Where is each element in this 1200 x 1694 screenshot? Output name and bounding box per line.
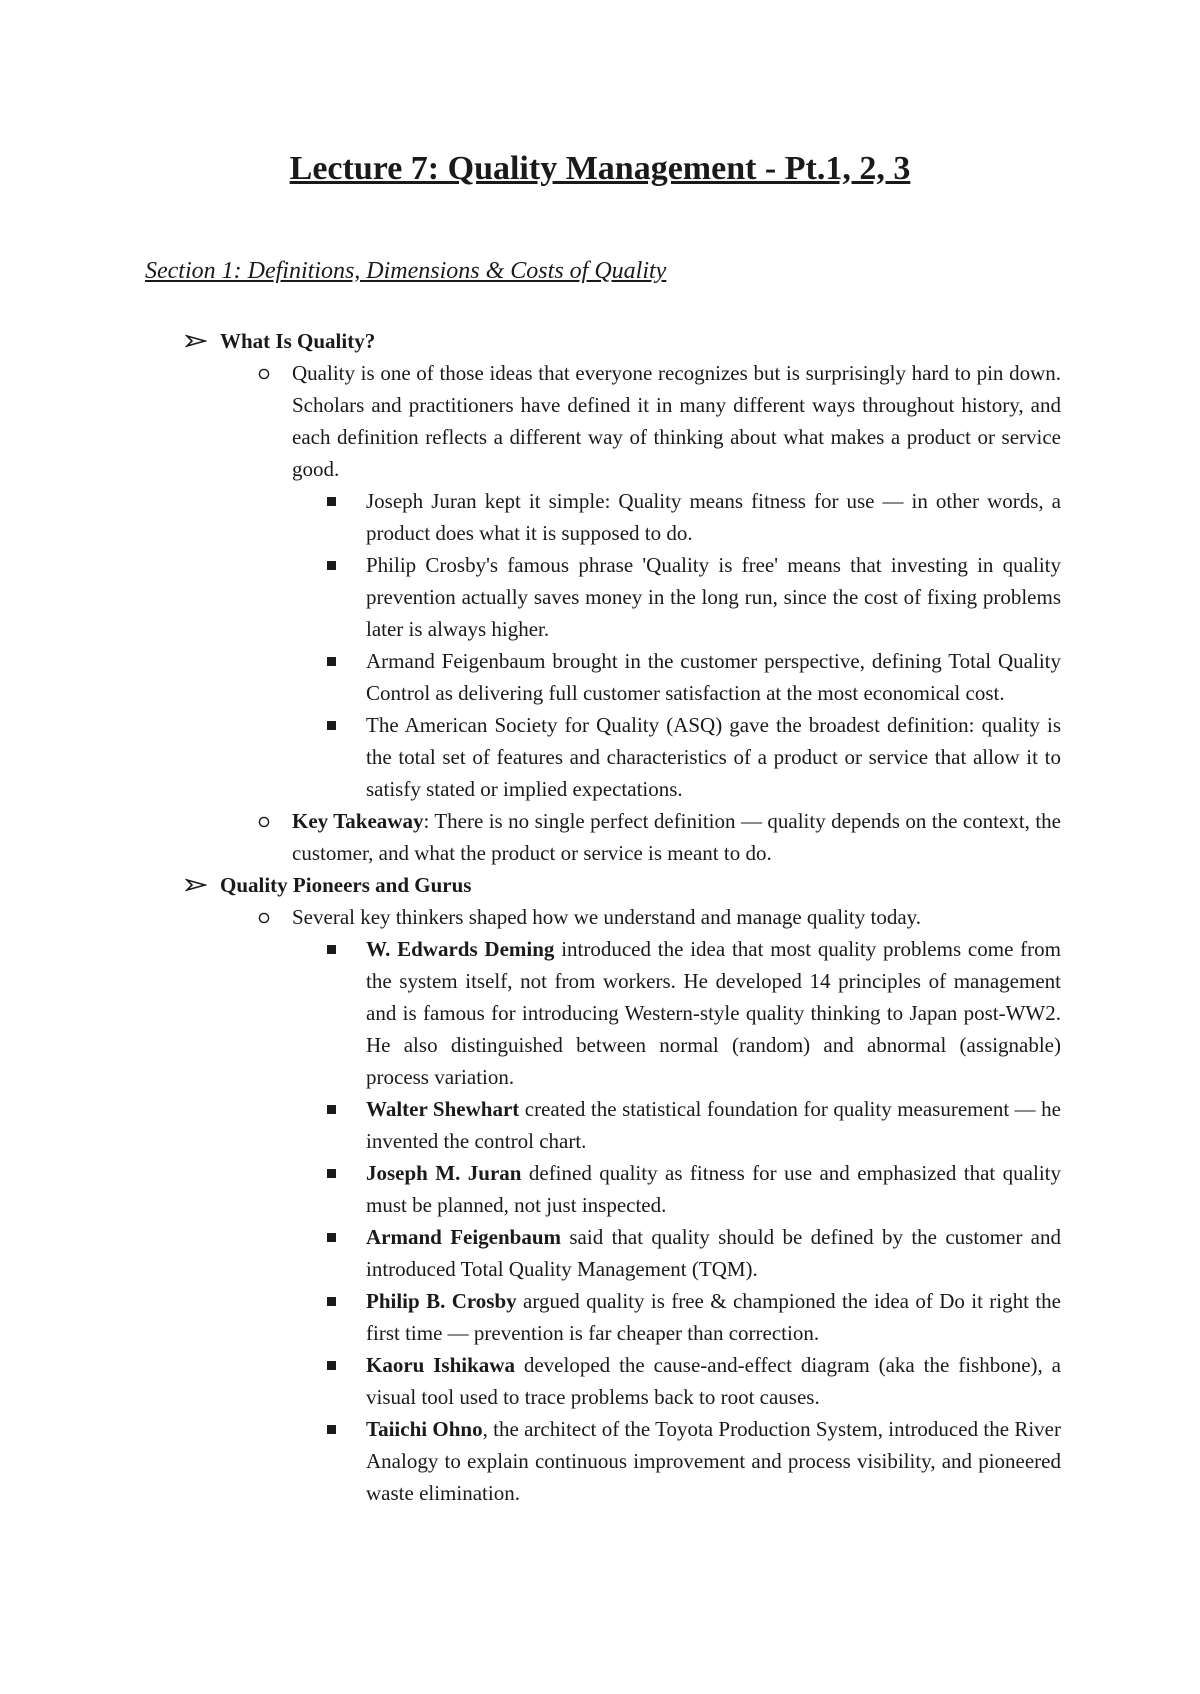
- list-item-text: introduced the idea that most quality problems come from the system itself, not from workers. He developed 14 principles of management and is famous for introducing Western-style quality thinking to Japan post-WW2. He also distinguished between normal (random) and abnormal (assignable) process variation.: [366, 937, 1061, 1089]
- heading-what-is-quality: [0, 325, 1200, 357]
- square-bullet-icon: [326, 645, 338, 677]
- guru-name: W. Edwards Deming: [366, 937, 555, 961]
- list-item: [0, 645, 1061, 709]
- list-item-text: argued quality is free & championed the idea of Do it right the first time — prevention is far cheaper than correction.: [366, 1289, 1061, 1345]
- guru-name: Walter Shewhart: [366, 1097, 520, 1121]
- square-bullet-icon: [326, 933, 338, 965]
- square-bullet-icon: [326, 1349, 338, 1381]
- guru-name: Armand Feigenbaum: [366, 1225, 562, 1249]
- content: [0, 325, 1200, 1509]
- list-item: [0, 805, 1061, 869]
- list-item: [0, 1285, 1061, 1349]
- list-item-text: developed the cause-and-effect diagram (aka the fishbone), a visual tool used to trace problems back to root causes.: [366, 1353, 1061, 1409]
- square-bullet-icon: [326, 1157, 338, 1189]
- arrowhead-bullet-icon: [185, 869, 207, 901]
- guru-name: Joseph M. Juran: [366, 1161, 522, 1185]
- circle-bullet-icon: [257, 357, 271, 389]
- square-bullet-icon: [326, 549, 338, 581]
- list-item: [0, 485, 1061, 549]
- heading-text: Quality Pioneers and Gurus: [220, 873, 472, 897]
- arrowhead-bullet-icon: [185, 325, 207, 357]
- list-item: [0, 901, 1061, 933]
- key-takeaway-label: Key Takeaway: [292, 809, 424, 833]
- list-item: [0, 549, 1061, 645]
- list-item-text: Joseph Juran kept it simple: Quality means fitness for use — in other words, a product does what it is supposed to do.: [366, 489, 1061, 545]
- list-item: [0, 1349, 1061, 1413]
- list-item-text: : There is no single perfect definition — quality depends on the context, the customer, and what the product or service is meant to do.: [292, 809, 1061, 865]
- square-bullet-icon: [326, 485, 338, 517]
- square-bullet-icon: [326, 1221, 338, 1253]
- list-item-text: said that quality should be defined by the customer and introduced Total Quality Management (TQM).: [366, 1225, 1061, 1281]
- list-item: [0, 357, 1061, 485]
- square-bullet-icon: [326, 1285, 338, 1317]
- list-item-text: defined quality as fitness for use and emphasized that quality must be planned, not just inspected.: [366, 1161, 1061, 1217]
- square-bullet-icon: [326, 709, 338, 741]
- circle-bullet-icon: [257, 901, 271, 933]
- list-item: [0, 1221, 1061, 1285]
- list-item-text: Philip Crosby's famous phrase 'Quality is free' means that investing in quality prevention actually saves money in the long run, since the cost of fixing problems later is always higher.: [366, 553, 1061, 641]
- list-item-text: , the architect of the Toyota Production System, introduced the River Analogy to explain continuous improvement and process visibility, and pioneered waste elimination.: [366, 1417, 1062, 1505]
- list-item-text: Several key thinkers shaped how we understand and manage quality today.: [292, 905, 922, 929]
- list-item: [0, 1157, 1061, 1221]
- list-item-text: created the statistical foundation for quality measurement — he invented the control chart.: [366, 1097, 1061, 1153]
- list-item-text: The American Society for Quality (ASQ) gave the broadest definition: quality is the total set of features and characteristics of a product or service that allow it to satisfy stated or implied expectations.: [366, 713, 1061, 801]
- list-item: [0, 1413, 1061, 1509]
- list-item: [0, 1093, 1061, 1157]
- square-bullet-icon: [326, 1093, 338, 1125]
- circle-bullet-icon: [257, 805, 271, 837]
- guru-name: Taiichi Ohno: [366, 1417, 483, 1441]
- list-item-text: Armand Feigenbaum brought in the customer perspective, defining Total Quality Control as delivering full customer satisfaction at the most economical cost.: [366, 649, 1061, 705]
- section-heading: Section 1: Definitions, Dimensions & Costs of Quality: [145, 258, 667, 284]
- guru-name: Philip B. Crosby: [366, 1289, 517, 1313]
- square-bullet-icon: [326, 1413, 338, 1445]
- list-item-text: Quality is one of those ideas that everyone recognizes but is surprisingly hard to pin down. Scholars and practitioners have defined it in many different ways throughout history, and each definition reflects a different way of thinking about what makes a product or service good.: [292, 361, 1061, 481]
- list-item: [0, 933, 1061, 1093]
- list-item: [0, 709, 1061, 805]
- heading-quality-pioneers: [0, 869, 1200, 901]
- guru-name: Kaoru Ishikawa: [366, 1353, 515, 1377]
- page-title: Lecture 7: Quality Management - Pt.1, 2, 3: [289, 150, 911, 187]
- heading-text: What Is Quality?: [220, 329, 376, 353]
